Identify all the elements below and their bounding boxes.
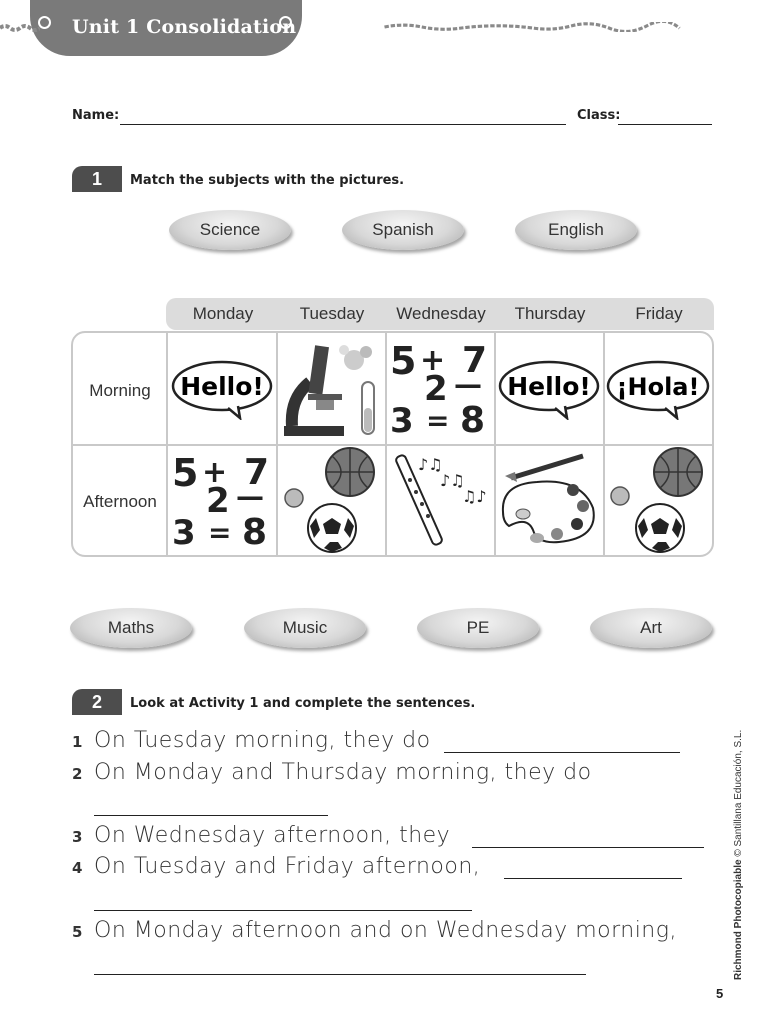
- day-thursday: Thursday: [514, 304, 586, 323]
- banner-wave-right: [296, 22, 768, 32]
- subject-pill-pe[interactable]: PE: [417, 608, 539, 648]
- day-tuesday: Tuesday: [299, 304, 365, 323]
- subject-pill-art[interactable]: Art: [590, 608, 712, 648]
- class-label: Class:: [577, 108, 621, 123]
- sports-balls-icon: [606, 446, 710, 554]
- hello-bubble-text: Hello!: [180, 372, 264, 401]
- hola-speech-bubble-icon: [605, 358, 711, 420]
- photocopiable-label: Photocopiable: [733, 859, 744, 929]
- banner-dot-left: [38, 16, 51, 29]
- sentence-text: On Monday and Thursday morning, they do: [94, 760, 592, 785]
- class-line[interactable]: [618, 124, 712, 125]
- name-label: Name:: [72, 108, 120, 123]
- sentence-5: [72, 918, 677, 943]
- maths-digit: —: [236, 480, 264, 513]
- activity-2-instruction: Look at Activity 1 and complete the sentences.: [130, 696, 476, 711]
- answer-line-5[interactable]: [94, 974, 586, 975]
- maths-digit: =: [208, 516, 232, 549]
- day-wednesday: Wednesday: [396, 304, 486, 323]
- hello-speech-bubble-icon: [170, 358, 274, 420]
- maths-digit: =: [426, 404, 450, 437]
- sentence-3: [72, 823, 450, 848]
- sentence-text: On Tuesday and Friday afternoon,: [94, 854, 481, 879]
- banner-wave-left: [0, 22, 40, 32]
- hello-bubble-text: Hello!: [507, 372, 591, 401]
- sentence-1: [72, 728, 431, 753]
- publisher-name: Richmond: [733, 931, 744, 980]
- answer-line-4a[interactable]: [504, 878, 682, 879]
- maths-digit: 7: [462, 340, 488, 381]
- microscope-icon: [282, 338, 382, 440]
- publisher-credit: [733, 730, 744, 980]
- maths-digit: 2: [424, 369, 448, 409]
- hola-bubble-text: ¡Hola!: [616, 373, 700, 401]
- subject-pill-english[interactable]: English: [515, 210, 637, 250]
- maths-digit: 5: [390, 339, 417, 383]
- maths-digit: +: [202, 455, 228, 490]
- subject-pill-music[interactable]: Music: [244, 608, 366, 648]
- sentence-number: 5: [72, 923, 83, 941]
- sentence-text: On Tuesday morning, they do: [94, 728, 431, 753]
- answer-line-4b[interactable]: [94, 910, 472, 911]
- sentence-text: On Wednesday afternoon, they: [94, 823, 451, 848]
- day-friday: Friday: [635, 304, 683, 323]
- subject-pill-spanish[interactable]: Spanish: [342, 210, 464, 250]
- maths-digit: 5: [172, 451, 199, 495]
- maths-digit: —: [454, 368, 482, 401]
- maths-digit: 3: [172, 513, 196, 550]
- subject-pill-maths[interactable]: Maths: [70, 608, 192, 648]
- name-line[interactable]: [120, 124, 566, 125]
- maths-digit: 2: [206, 481, 230, 521]
- activity-1-badge: 1: [72, 166, 122, 192]
- recorder-music-icon: [388, 450, 492, 550]
- maths-numbers-icon: [388, 338, 492, 438]
- day-monday: Monday: [192, 304, 254, 323]
- sentence-number: 1: [72, 733, 83, 751]
- sentence-4: [72, 854, 480, 879]
- sentence-2: [72, 760, 592, 785]
- answer-line-3[interactable]: [472, 847, 704, 848]
- sentence-number: 4: [72, 859, 83, 877]
- maths-digit: 3: [390, 401, 414, 438]
- answer-line-1[interactable]: [444, 752, 680, 753]
- sentence-number: 3: [72, 828, 83, 846]
- sports-balls-icon: [280, 446, 382, 554]
- page-number: 5: [716, 986, 724, 1001]
- sentence-number: 2: [72, 765, 83, 783]
- maths-numbers-icon: [170, 450, 274, 550]
- answer-line-2[interactable]: [94, 815, 328, 816]
- activity-2-badge: 2: [72, 689, 122, 715]
- svg-text:♪♫: ♪♫: [440, 471, 465, 490]
- page-title: Unit 1 Consolidation: [72, 16, 297, 38]
- svg-text:♫♪: ♫♪: [462, 487, 487, 506]
- svg-text:♪♫: ♪♫: [418, 455, 443, 474]
- maths-digit: 7: [244, 452, 270, 493]
- hello-speech-bubble-icon: [497, 358, 601, 420]
- sentence-text: On Monday afternoon and on Wednesday morning,: [94, 918, 677, 943]
- maths-digit: 8: [242, 512, 268, 550]
- paint-palette-icon: [497, 450, 601, 550]
- maths-digit: +: [420, 343, 446, 378]
- activity-1-instruction: Match the subjects with the pictures.: [130, 173, 405, 188]
- copyright-text: © Santillana Educación, S.L.: [733, 729, 744, 857]
- row-label-afternoon: Afternoon: [83, 492, 157, 511]
- row-label-morning: Morning: [89, 381, 151, 400]
- maths-digit: 8: [460, 400, 486, 438]
- subject-pill-science[interactable]: Science: [169, 210, 291, 250]
